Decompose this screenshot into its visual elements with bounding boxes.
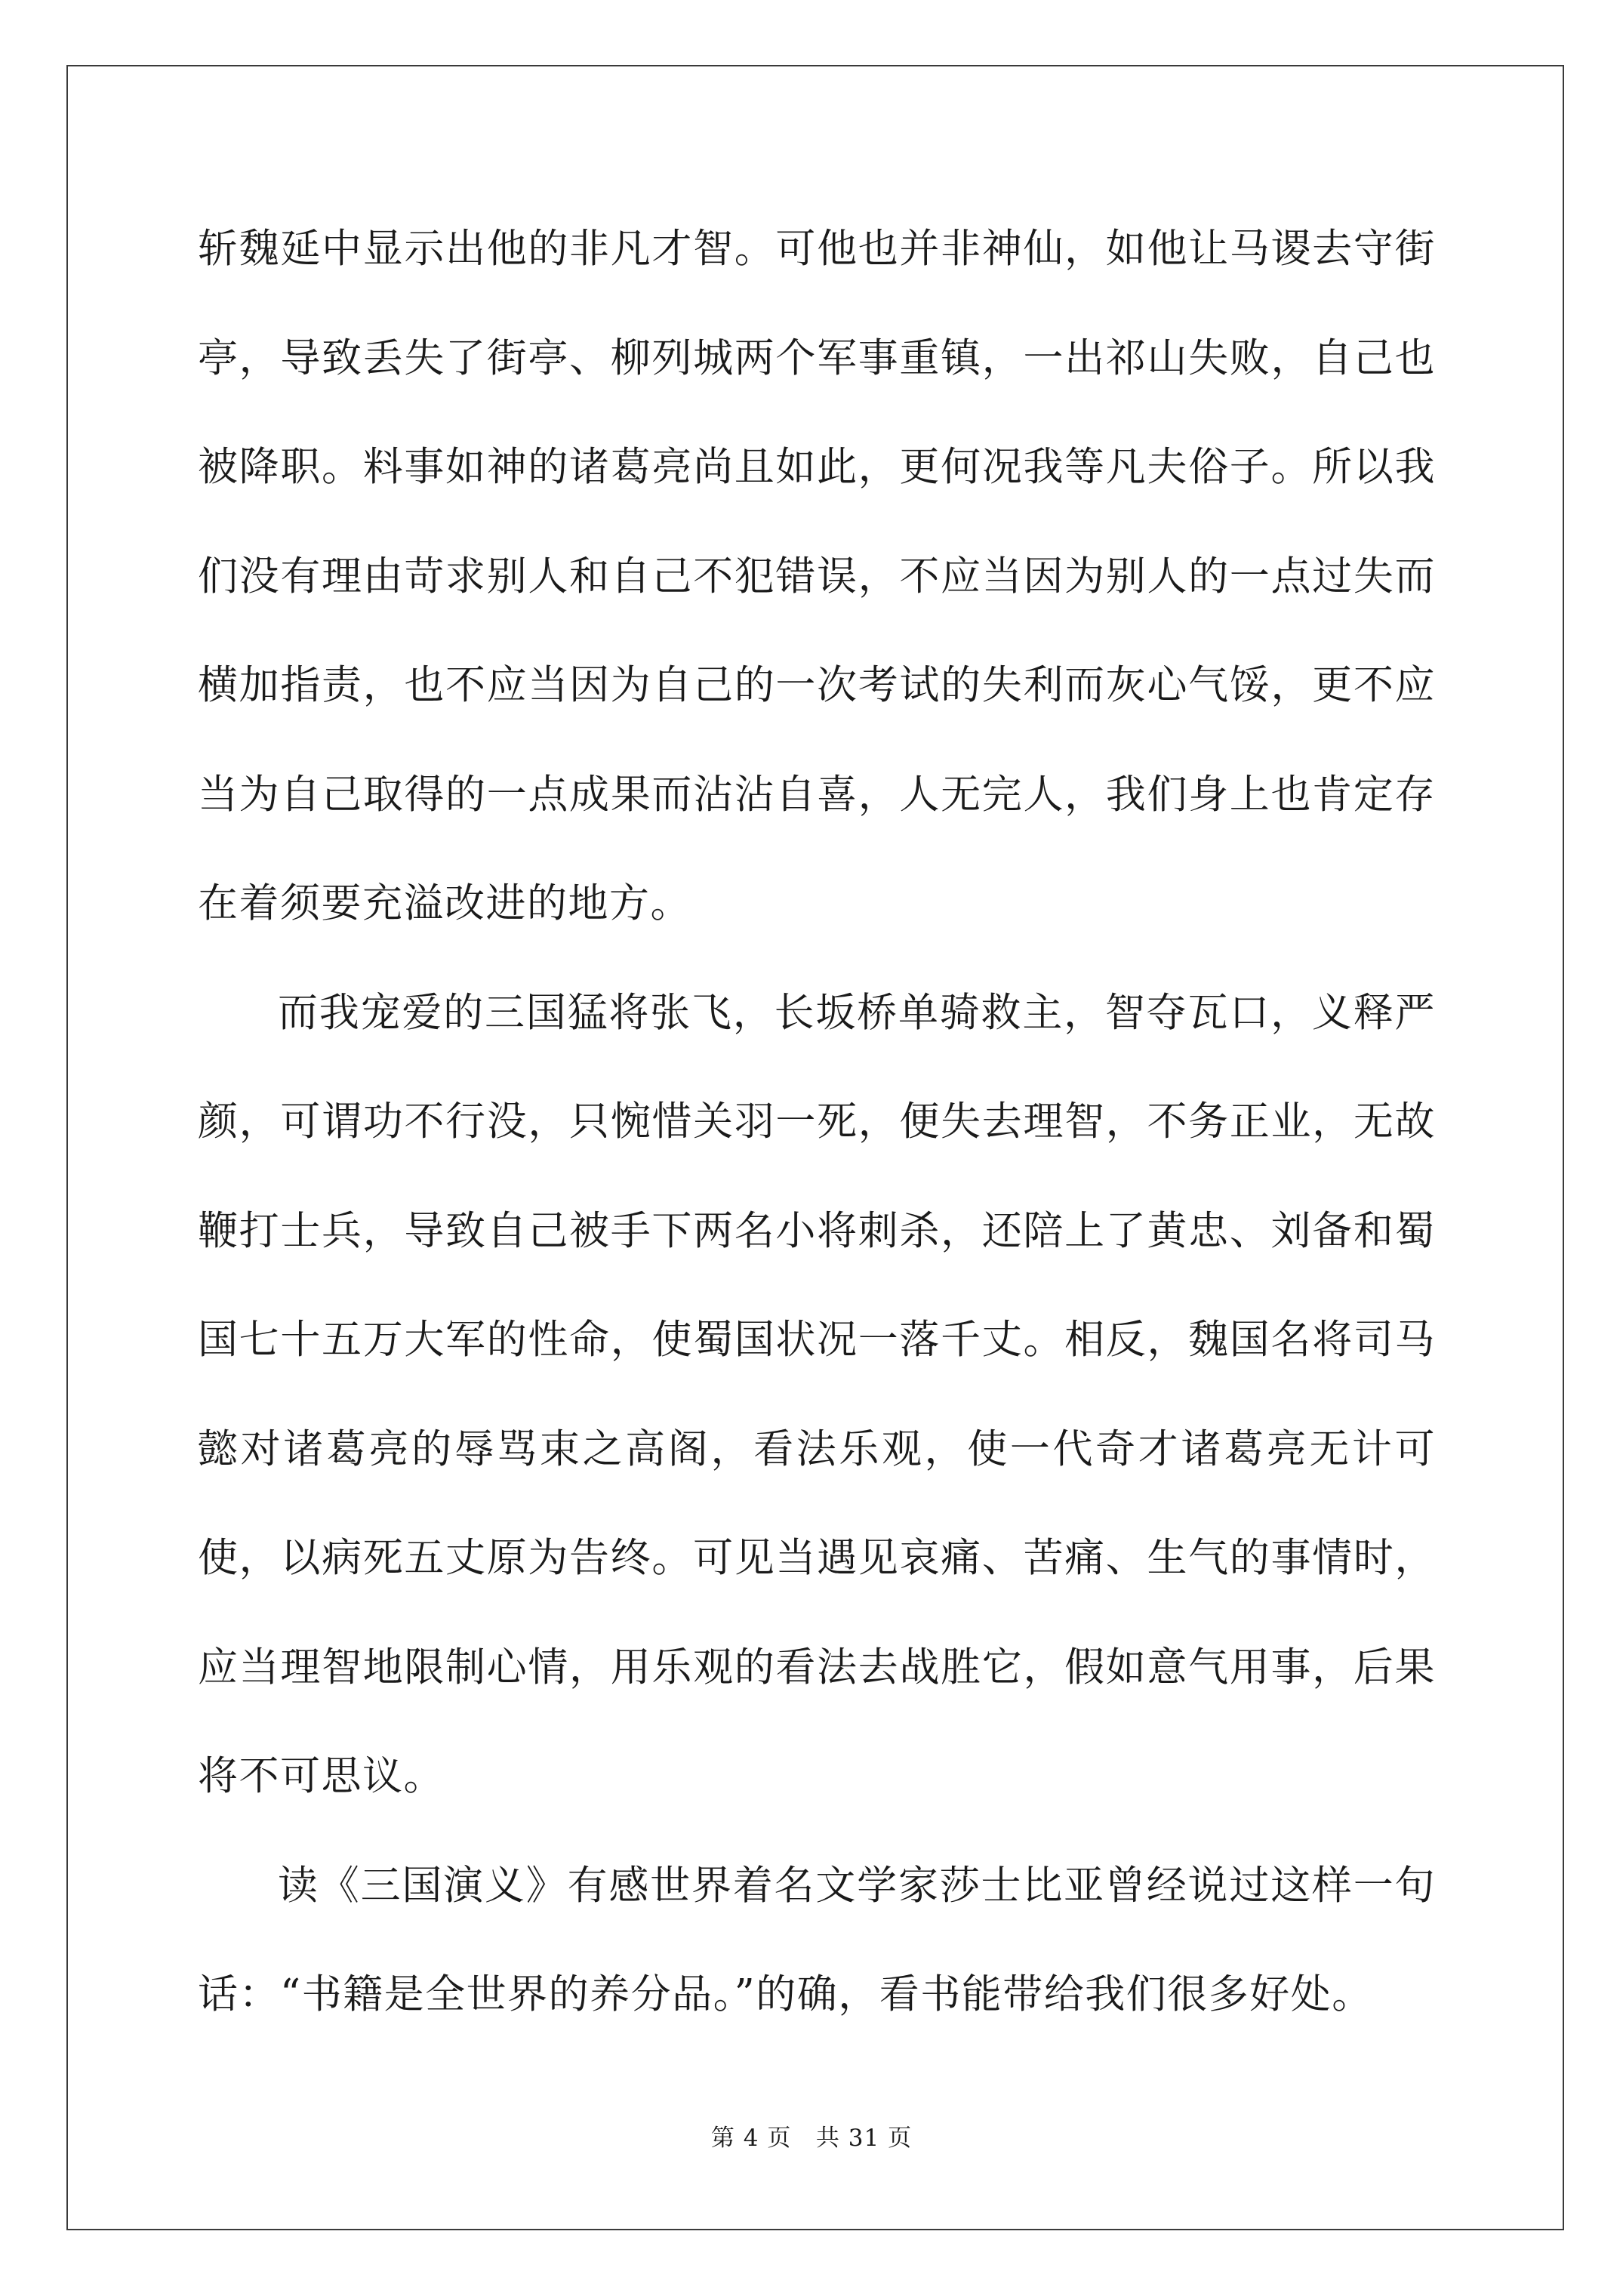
document-body (198, 195, 1436, 2050)
paragraph-3: 读《三国演义》有感世界着名文学家莎士比亚曾经说过这样一句话：“书籍是全世界的养分品。”的确，看书能带给我们很多好处。 (198, 1862, 1436, 2017)
paragraph-1: 斩魏延中显示出他的非凡才智。可他也并非神仙，如他让马谡去守街亭，导致丢失了街亭、柳列城两个军事重镇，一出祁山失败，自己也被降职。料事如神的诸葛亮尚且如此，更何况我等凡夫俗子。所以我们没有理由苛求别人和自己不犯错误，不应当因为别人的一点过失而横加指责，也不应当因为自己的一次考试的失利而灰心气馁，更不应当为自己取得的一点成果而沾沾自喜，人无完人，我们身上也肯定存在着须要充溢改进的地方。 (198, 226, 1436, 926)
page-total: 共 31 页 (815, 2125, 913, 2152)
paragraph-2: 而我宠爱的三国猛将张飞，长坂桥单骑救主，智夺瓦口，义释严颜，可谓功不行没，只惋惜关羽一死，便失去理智，不务正业，无故鞭打士兵，导致自己被手下两名小将刺杀，还陪上了黄忠、刘备和蜀国七十五万大军的性命，使蜀国状况一落千丈。相反，魏国名将司马懿对诸葛亮的辱骂束之高阁，看法乐观，使一代奇才诸葛亮无计可使，以病死五丈原为告终。可见当遇见哀痛、苦痛、生气的事情时，应当理智地限制心情，用乐观的看法去战胜它，假如意气用事，后果将不可思议。 (198, 989, 1436, 1799)
page-number: 第 4 页 (710, 2125, 792, 2152)
page-footer (0, 2119, 1623, 2153)
